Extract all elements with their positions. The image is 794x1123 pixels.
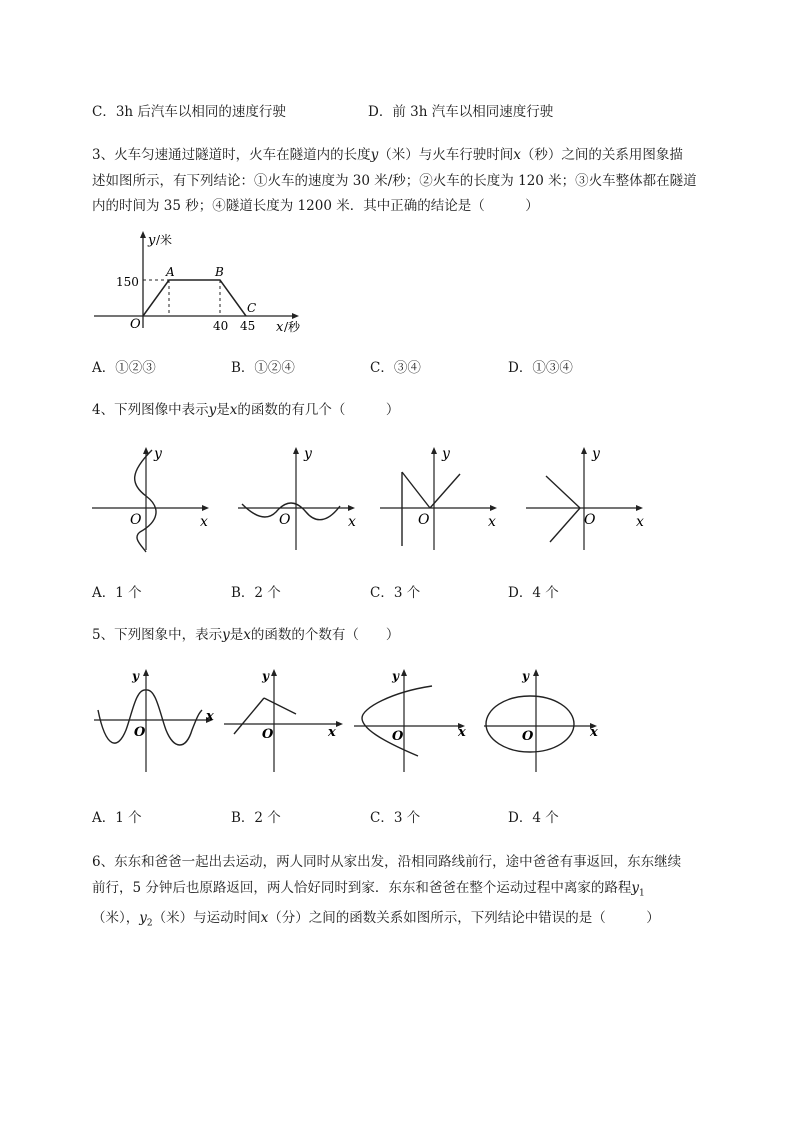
q4-g2-x-label: x — [348, 514, 356, 530]
q3-y-axis-unit: /米 — [156, 233, 173, 247]
q3-point-a: A — [166, 265, 175, 279]
q5-stem: 5、下列图象中，表示y是x的函数的个数有（ ） — [92, 627, 400, 643]
q5-g2-y-label: y — [262, 669, 269, 683]
q4-g4-x-label: x — [636, 514, 644, 530]
q6-stem-line2: 前行，5 分钟后也原路返回，两人恰好同时到家．东东和爸爸在整个运动过程中离家的路程$y_1$ — [92, 880, 645, 899]
q5-option-a: A．1 个 — [92, 810, 142, 826]
q5-g1-origin: O — [134, 725, 146, 740]
q3-tick-40: 40 — [213, 319, 229, 333]
q3-x-axis-label: x — [276, 320, 284, 335]
q3-tick-45: 45 — [240, 319, 256, 333]
q5-g1-x-label: x — [206, 709, 214, 724]
q4-g1-origin: O — [130, 512, 142, 528]
q4-option-b: B．2 个 — [231, 585, 281, 601]
q4-graph-2 — [236, 442, 366, 554]
q4-g3-origin: O — [418, 512, 430, 528]
q4-option-c: C．3 个 — [370, 585, 421, 601]
q2-option-d: D．前 3h 汽车以相同速度行驶 — [368, 104, 554, 120]
q3-stem-line2: 述如图所示，有下列结论：①火车的速度为 30 米/秒；②火车的长度为 120 米；③火车整体都在隧道 — [92, 173, 697, 189]
q5-g3-x-label: x — [458, 725, 466, 740]
q4-g2-origin: O — [279, 512, 291, 528]
q4-graph-4 — [524, 442, 654, 554]
q5-graph-1 — [92, 664, 222, 776]
q4-option-a: A．1 个 — [92, 585, 142, 601]
q5-option-c: C．3 个 — [370, 810, 421, 826]
q3-origin-label: O — [130, 317, 141, 332]
q3-point-b: B — [215, 265, 224, 279]
q5-g4-origin: O — [522, 729, 534, 744]
q4-g1-x-label: x — [200, 514, 208, 530]
q5-graph-3 — [352, 664, 482, 776]
q5-g2-origin: O — [262, 727, 274, 742]
q3-point-c: C — [247, 301, 257, 315]
q4-g1-y-label: y — [154, 446, 162, 462]
q5-graph-4 — [482, 664, 612, 776]
q4-g4-y-label: y — [592, 446, 600, 462]
q3-stem-line1: 3、火车匀速通过隧道时，火车在隧道内的长度y（米）与火车行驶时间x（秒）之间的关系用图象描 — [92, 147, 683, 163]
q4-option-d: D．4 个 — [508, 585, 559, 601]
q6-stem-line1: 6、东东和爸爸一起出去运动，两人同时从家出发，沿相同路线前行，途中爸爸有事返回，东东继续 — [92, 854, 682, 870]
q5-g4-x-label: x — [590, 725, 598, 740]
q3-stem-line3: 内的时间为 35 秒；④隧道长度为 1200 米．其中正确的结论是（ ） — [92, 198, 539, 214]
q4-stem: 4、下列图像中表示y是x的函数的有几个（ ） — [92, 402, 400, 418]
q2-option-c: C．3h 后汽车以相同的速度行驶 — [92, 104, 286, 120]
q5-g4-y-label: y — [522, 669, 529, 683]
q4-graph-3 — [378, 442, 508, 554]
q4-g3-y-label: y — [442, 446, 450, 462]
q4-g2-y-label: y — [304, 446, 312, 462]
q3-option-b: B．①②④ — [231, 360, 295, 376]
q4-graph-1 — [90, 442, 220, 554]
q5-g1-y-label: y — [132, 669, 139, 683]
q5-g2-x-label: x — [328, 725, 336, 740]
q4-g4-origin: O — [584, 512, 596, 528]
q5-g3-y-label: y — [392, 669, 399, 683]
q5-graph-2 — [222, 664, 352, 776]
q5-option-b: B．2 个 — [231, 810, 281, 826]
q5-g3-origin: O — [392, 729, 404, 744]
q3-x-axis-unit: /秒 — [284, 320, 301, 334]
q3-option-a: A．①②③ — [92, 360, 156, 376]
q3-tick-150: 150 — [116, 275, 139, 289]
q3-figure-graph — [90, 228, 330, 338]
q5-option-d: D．4 个 — [508, 810, 559, 826]
q3-y-axis-label: y — [148, 233, 156, 248]
q3-option-d: D．①③④ — [508, 360, 573, 376]
q6-stem-line3: （米），$y_2$（米）与运动时间x（分）之间的函数关系如图所示，下列结论中错误的是（ ） — [92, 910, 660, 929]
q4-g3-x-label: x — [488, 514, 496, 530]
q3-option-c: C．③④ — [370, 360, 421, 376]
